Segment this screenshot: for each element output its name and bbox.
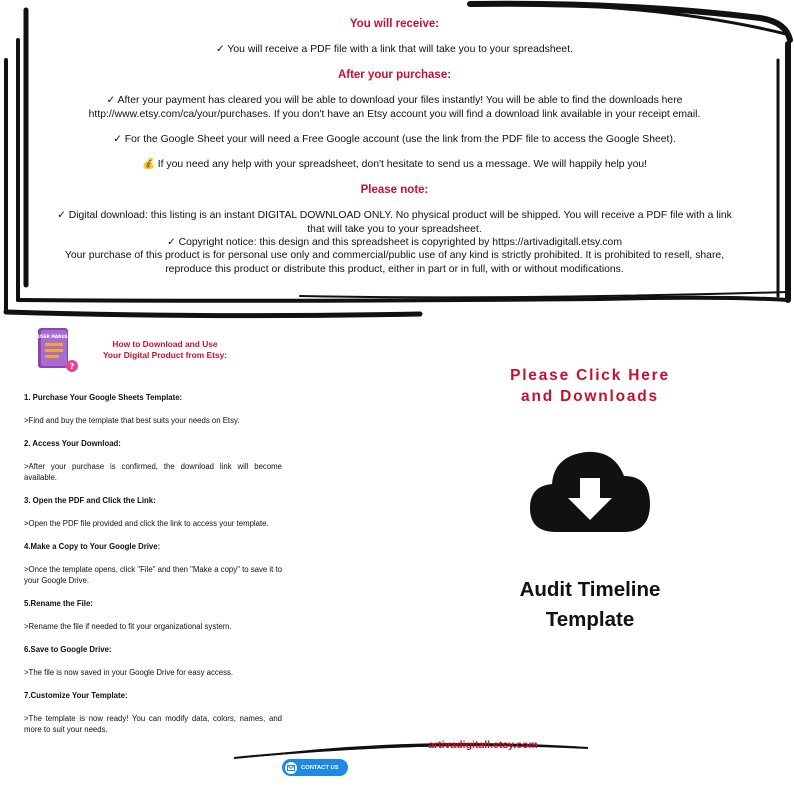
purchases-url-line[interactable]: http://www.etsy.com/ca/your/purchases. If you don't have an Etsy account you will find a download link available in your receipt email.	[88, 108, 701, 120]
step-title: 6.Save to Google Drive:	[24, 645, 112, 654]
receive-title: You will receive:	[349, 18, 440, 30]
svg-text:?: ?	[69, 362, 75, 371]
step-text: >Once the template opens, click "File" and then "Make a copy" to save it to your Google Drive.	[24, 565, 282, 585]
product-title-line1: Audit Timeline	[519, 578, 661, 601]
help-line: 💰 If you need any help with your spreadsheet, don't hesitate to send us a message. We will happily help you!	[141, 159, 648, 171]
purchase-info	[22, 18, 767, 276]
contact-us-button[interactable]	[282, 759, 348, 776]
step-title: 1. Purchase Your Google Sheets Template:	[24, 393, 183, 402]
step-title: 3. Open the PDF and Click the Link:	[24, 496, 156, 505]
step-text: >Open the PDF file provided and click the link to access your template.	[24, 519, 269, 528]
step-title: 2. Access Your Download:	[24, 439, 121, 448]
after-purchase-line: ✓ After your payment has cleared you will be able to download your files instantly! You will be able to find the downloads here	[106, 95, 683, 107]
step-text: >The template is now ready! You can modify data, colors, names, and more to suit your needs.	[24, 714, 282, 734]
how-to-heading-line1: How to Download and Use	[112, 339, 218, 349]
user-manual-icon	[36, 326, 80, 376]
usage-line-2: reproduce this product or distribute this product, either in part or in full, with or without modifications.	[165, 263, 624, 275]
cta-line2[interactable]: and Downloads	[521, 388, 659, 405]
step-title: 5.Rename the File:	[24, 599, 93, 608]
copyright-line: ✓ Copyright notice: this design and this spreadsheet is copyrighted by https://artivadigitall.etsy.com	[167, 237, 622, 249]
step-text: >Find and buy the template that best suits your needs on Etsy.	[24, 416, 240, 425]
cta-line1[interactable]: Please Click Here	[510, 367, 670, 384]
contact-us-label: CONTACT US	[301, 764, 339, 771]
after-purchase-title: After your purchase:	[337, 68, 452, 81]
how-to-heading	[90, 339, 240, 360]
step-title: 7.Customize Your Template:	[24, 691, 128, 700]
step-title: 4.Make a Copy to Your Google Drive:	[24, 542, 161, 551]
google-account-line: ✓ For the Google Sheet your will need a Free Google account (use the link from the PDF file to access the Google Sheet).	[113, 134, 676, 146]
product-title-line2: Template	[545, 608, 635, 631]
download-cta[interactable]	[480, 365, 700, 407]
step-text: >Rename the file if needed to fit your organizational system.	[24, 622, 232, 631]
please-note-title: Please note:	[360, 183, 429, 196]
cloud-download-icon[interactable]	[528, 448, 652, 534]
digital-download-line-2: that will take you to your spreadsheet.	[307, 223, 482, 235]
usage-line: Your purchase of this product is for personal use only and commercial/public use of any kind is strictly prohibited. It is prohibited to resell, share,	[64, 250, 725, 262]
step-text: >The file is now saved in your Google Drive for easy access.	[24, 668, 234, 677]
mail-icon	[285, 762, 297, 774]
how-to-heading-line2: Your Digital Product from Etsy:	[102, 349, 228, 360]
step-text: >After your purchase is confirmed, the download link will become available.	[24, 462, 282, 482]
receive-line: ✓ You will receive a PDF file with a link that will take you to your spreadsheet.	[216, 44, 573, 56]
shop-url[interactable]: artivadigitall.etsy.com	[428, 739, 538, 751]
download-steps	[24, 392, 282, 747]
user-manual-label: USER MANUAL	[37, 334, 71, 339]
digital-download-line: ✓ Digital download: this listing is an instant DIGITAL DOWNLOAD ONLY. No physical product will be shipped. You will receive a PDF file with a link	[57, 210, 732, 222]
product-title	[480, 575, 700, 635]
